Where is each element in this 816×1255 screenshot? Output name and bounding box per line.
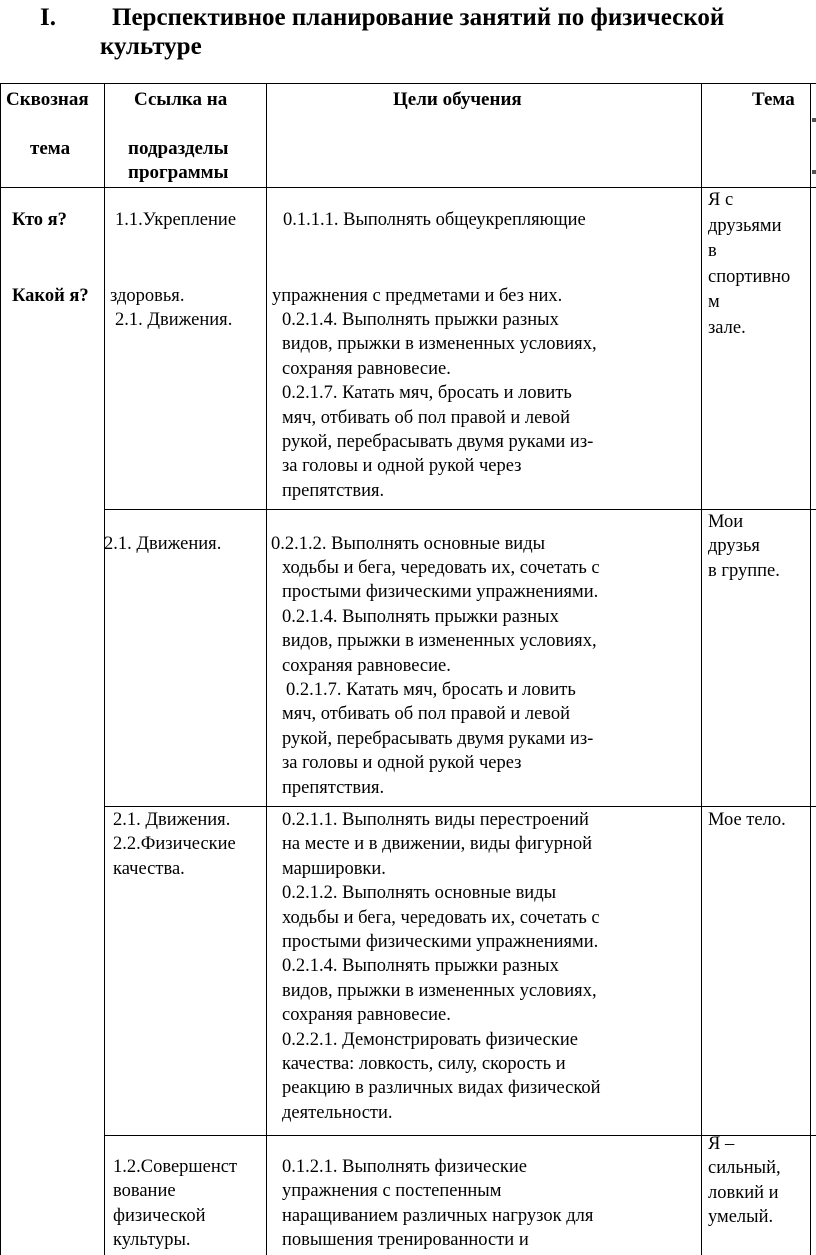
row2-goal: за головы и одной рукой через: [282, 753, 522, 774]
row1-goals-block: [282, 308, 597, 503]
row3-goal: на месте и в движении, виды фигурной: [282, 834, 593, 855]
row4-ref: культуры.: [113, 1230, 191, 1251]
row2-goal: рукой, перебрасывать двумя руками из-: [282, 728, 594, 749]
header-label: подразделы: [128, 138, 229, 159]
row2-ref: 2.1. Движения.: [104, 534, 222, 554]
header-bottom-border: [0, 187, 816, 188]
topic-line: друзья: [708, 536, 760, 557]
topic-line: Мои: [708, 512, 744, 532]
row2-goal: мяч, отбивать об пол правой и левой: [282, 704, 571, 725]
row1-ref: здоровья.: [110, 286, 185, 306]
row3-goal: маршировки.: [282, 858, 386, 879]
row4-refs: [113, 1155, 237, 1253]
row1-goal: за головы и одной рукой через: [282, 456, 522, 477]
col-border-4: [810, 83, 811, 1255]
row3-goal: сохраняя равновесие.: [282, 1005, 451, 1026]
topic-line: спортивно: [708, 266, 791, 287]
table-border-top: [0, 83, 816, 84]
header-label: программы: [128, 162, 229, 183]
header-label: Сквозная: [6, 89, 89, 110]
row2-goal: простыми физическими упражнениями.: [282, 582, 599, 603]
row1-goal: упражнения с предметами и без них.: [272, 286, 563, 306]
header-through-theme: [6, 88, 89, 161]
row2-goals-block: [282, 556, 600, 800]
row1-ref: 2.1. Движения.: [115, 310, 233, 330]
row4-topic: [708, 1132, 781, 1230]
row1-goal: рукой, перебрасывать двумя руками из-: [282, 432, 594, 453]
header-topic: Тема: [752, 89, 795, 110]
topic-line: ловкий и: [708, 1182, 779, 1203]
row3-goal: реакцию в различных видах физической: [282, 1078, 601, 1099]
section-title-line1: Перспективное планирование занятий по физической: [112, 4, 725, 31]
topic-line: в группе.: [708, 560, 780, 581]
edge-mark: [812, 170, 816, 174]
row4-ref: вование: [113, 1181, 176, 1202]
topic-line: сильный,: [708, 1158, 781, 1179]
col-border-2: [266, 83, 267, 1255]
row4-goal: наращиванием различных нагрузок для: [282, 1205, 594, 1226]
row3-goal: деятельности.: [282, 1102, 393, 1123]
header-program-refs: [128, 88, 228, 185]
topic-line: м: [708, 292, 720, 312]
row4-ref: 1.2.Совершенст: [113, 1157, 238, 1177]
row3-goal: 0.2.1.2. Выполнять основные виды: [282, 883, 557, 904]
row1-goal: сохраняя равновесие.: [282, 358, 451, 379]
section-number: I.: [40, 4, 56, 31]
section-title-line2: культуре: [100, 33, 202, 60]
row3-goals-block: [282, 808, 601, 1125]
row1-goal: 0.2.1.7. Катать мяч, бросать и ловить: [282, 383, 572, 404]
row4-goal: упражнения с постепенным: [282, 1181, 502, 1202]
row4-goal: повышения тренированности и: [282, 1230, 529, 1251]
row1-goal: 0.1.1.1. Выполнять общеукрепляющие: [283, 210, 586, 230]
row1-goal: 0.2.1.4. Выполнять прыжки разных: [282, 310, 559, 330]
row3-refs: [113, 808, 236, 881]
row2-goal: 0.2.1.7. Катать мяч, бросать и ловить: [286, 680, 576, 701]
row4-goals-block: [282, 1155, 593, 1253]
row2-bottom-border: [104, 806, 816, 807]
row3-goal: простыми физическими упражнениями.: [282, 932, 599, 953]
topic-line: друзьями: [708, 215, 782, 236]
row3-ref: 2.1. Движения.: [113, 810, 231, 830]
row3-goal: 0.2.1.1. Выполнять виды перестроений: [282, 810, 589, 830]
row3-topic: Мое тело.: [708, 810, 786, 830]
col-border-1: [104, 83, 105, 1255]
row2-goal: ходьбы и бега, чередовать их, сочетать с: [282, 558, 600, 578]
row2-goal: 0.2.1.4. Выполнять прыжки разных: [282, 606, 559, 627]
row3-goal: ходьбы и бега, чередовать их, сочетать с: [282, 907, 600, 928]
row3-ref: качества.: [113, 858, 185, 879]
row1-goal: видов, прыжки в измененных условиях,: [282, 334, 597, 355]
row1-goal: мяч, отбивать об пол правой и левой: [282, 407, 571, 428]
row2-topic: [708, 510, 780, 583]
topic-line: умелый.: [708, 1207, 774, 1228]
row3-goal: 0.2.1.4. Выполнять прыжки разных: [282, 956, 559, 977]
row2-goal: видов, прыжки в измененных условиях,: [282, 631, 597, 652]
header-label: Ссылка на: [134, 89, 228, 110]
row3-goal: видов, прыжки в измененных условиях,: [282, 980, 597, 1001]
theme-what-am-i: Какой я?: [12, 286, 89, 306]
row2-goal: препятствия.: [282, 777, 385, 798]
row2-goal: сохраняя равновесие.: [282, 655, 451, 676]
theme-who-am-i: Кто я?: [12, 210, 67, 230]
topic-line: зале.: [708, 317, 746, 338]
row4-goal: 0.1.2.1. Выполнять физические: [282, 1157, 527, 1177]
header-label: тема: [30, 138, 71, 159]
row2-goal: 0.2.1.2. Выполнять основные виды: [271, 534, 546, 554]
topic-line: Я –: [708, 1134, 735, 1154]
topic-line: Я с: [708, 190, 734, 210]
row1-ref: 1.1.Укрепление: [115, 210, 237, 230]
row3-goal: качества: ловкость, силу, скорость и: [282, 1054, 566, 1075]
edge-mark: [812, 118, 816, 122]
row1-topic: [708, 188, 790, 341]
row3-goal: 0.2.2.1. Демонстрировать физические: [282, 1029, 578, 1050]
row4-ref: физической: [113, 1205, 206, 1226]
col-border-left: [0, 83, 1, 1255]
topic-line: в: [708, 241, 717, 261]
header-learning-goals: Цели обучения: [393, 89, 522, 110]
row1-goal: препятствия.: [282, 480, 385, 501]
row3-ref: 2.2.Физические: [113, 834, 236, 855]
col-border-3: [701, 83, 702, 1255]
